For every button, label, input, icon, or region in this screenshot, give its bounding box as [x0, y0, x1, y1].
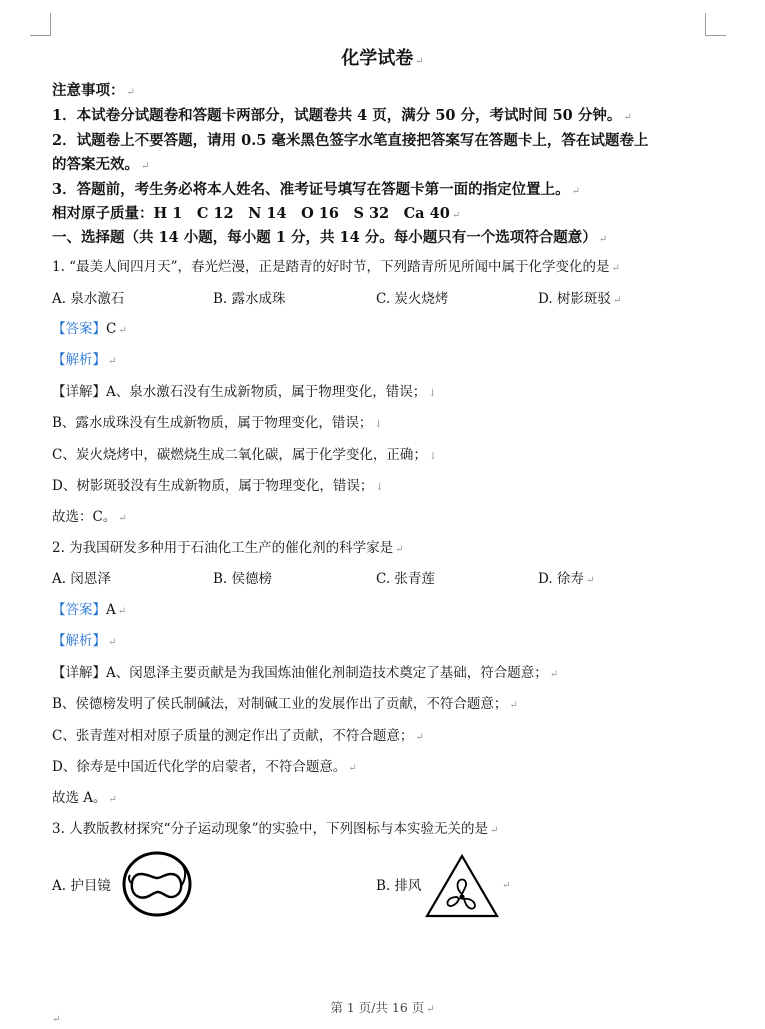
q2-analysis: 【解析】 ↵ — [52, 633, 117, 649]
q2-conclusion: 故选 A。 ↵ — [52, 790, 117, 806]
page-title: 化学试卷 ↵ — [341, 48, 424, 69]
q2-option-b: B. 侯德榜 — [213, 571, 273, 587]
goggles-icon — [119, 848, 195, 920]
q1-detail-d: D、树影斑驳没有生成新物质，属于物理变化，错误； ↓ — [52, 478, 384, 494]
q1-option-b: B. 露水成珠 — [213, 291, 286, 307]
q2-stem: 2. 为我国研发多种用于石油化工生产的催化剂的科学家是 ↵ — [52, 540, 404, 556]
q2-detail-a: 【详解】A、闵恩泽主要贡献是为我国炼油催化剂制造技术奠定了基础，符合题意； ↵ — [52, 665, 559, 681]
q1-option-a: A. 泉水激石 — [52, 291, 125, 307]
q1-option-c: C. 炭火烧烤 — [376, 291, 449, 307]
crop-mark-top-right — [705, 13, 726, 36]
q2-option-c: C. 张青莲 — [376, 571, 435, 587]
note-item-1: 1．本试卷分试题卷和答题卡两部分，试题卷共 4 页，满分 50 分，考试时间 50 分钟。 ↵ — [52, 107, 632, 124]
exhaust-fan-icon — [424, 853, 500, 919]
q3-option-a: A. 护目镜 — [52, 878, 111, 894]
q1-option-d: D. 树影斑驳 ↵ — [538, 291, 622, 307]
q1-detail-c: C、炭火烧烤中，碳燃烧生成二氧化碳，属于化学变化，正确； ↓ — [52, 447, 438, 463]
note-item-2-cont: 的答案无效。 ↵ — [52, 156, 150, 173]
q2-detail-b: B、侯德榜发明了侯氏制碱法，对制碱工业的发展作出了贡献，不符合题意； ↵ — [52, 696, 518, 712]
q3-option-b: B. 排风 — [376, 878, 422, 894]
q3-stem: 3. 人教版教材探究“分子运动现象”的实验中，下列图标与本实验无关的是 ↵ — [52, 821, 499, 837]
atomic-mass: 相对原子质量：H 1 C 12 N 14 O 16 S 32 Ca 40 ↵ — [52, 205, 461, 222]
q1-stem: 1. “最美人间四月天”，春光烂漫，正是踏青的好时节，下列踏青所见所闻中属于化学变化的是 ↵ — [52, 259, 620, 275]
q2-option-d: D. 徐寿 ↵ — [538, 571, 595, 587]
section-heading: 一、选择题（共 14 小题，每小题 1 分，共 14 分。每小题只有一个选项符合题意） ↵ — [52, 229, 608, 246]
q2-option-a: A. 闵恩泽 — [52, 571, 111, 587]
q3-option-b-mark: ↵ — [502, 880, 511, 891]
q1-conclusion: 故选：C。 ↵ — [52, 509, 127, 525]
q2-detail-d: D、徐寿是中国近代化学的启蒙者，不符合题意。 ↵ — [52, 759, 357, 775]
q1-detail-b: B、露水成珠没有生成新物质，属于物理变化，错误； ↓ — [52, 415, 383, 431]
crop-mark-top-left — [30, 13, 51, 36]
page-footer: 第 1 页/共 16 页 ↵ — [330, 1000, 435, 1015]
q2-detail-c: C、张青莲对相对原子质量的测定作出了贡献，不符合题意； ↵ — [52, 728, 424, 744]
note-item-2: 2．试题卷上不要答题，请用 0.5 毫米黑色签字水笔直接把答案写在答题卡上，答在试题卷上 — [52, 132, 649, 149]
q1-detail-a: 【详解】A、泉水激石没有生成新物质，属于物理变化，错误； ↓ — [52, 384, 437, 400]
q2-answer: 【答案】A ↵ — [52, 602, 127, 618]
end-paragraph-mark: ↵ — [52, 1014, 61, 1025]
q1-answer: 【答案】C ↵ — [52, 321, 127, 337]
q1-analysis: 【解析】 ↵ — [52, 352, 117, 368]
note-item-3: 3．答题前，考生务必将本人姓名、准考证号填写在答题卡第一面的指定位置上。 ↵ — [52, 181, 580, 198]
notes-heading: 注意事项： ↵ — [52, 82, 135, 99]
